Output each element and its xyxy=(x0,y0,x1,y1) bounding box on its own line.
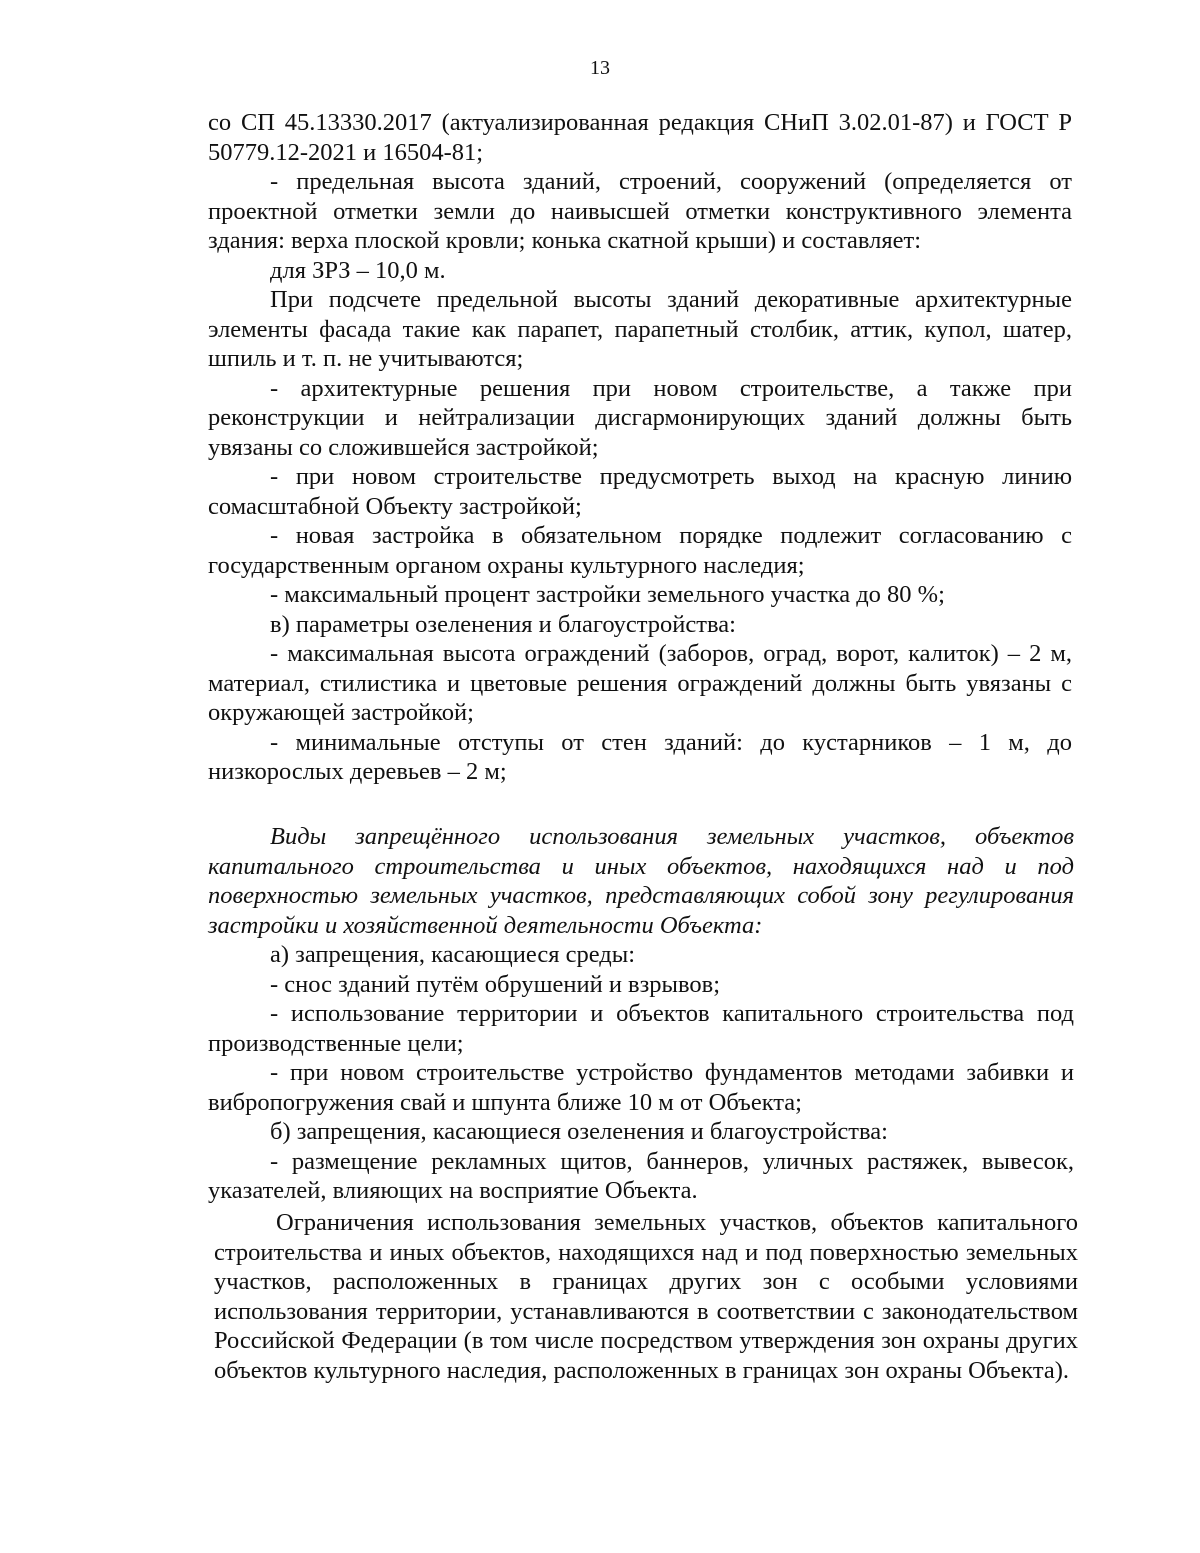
paragraph: - архитектурные решения при новом строительстве, а также при реконструкции и нейтрализации дисгармонирующих зданий должны быть увязаны со сложившейся застройкой; xyxy=(208,374,1072,461)
list-item: - снос зданий путём обрушений и взрывов; xyxy=(270,970,721,998)
paragraph: в) параметры озеленения и благоустройства: xyxy=(270,610,736,638)
paragraph: - минимальные отступы от стен зданий: до кустарников – 1 м, до низкорослых деревьев – 2 м; xyxy=(208,728,1072,785)
paragraph: - новая застройка в обязательном порядке подлежит согласованию с государственным органом охраны культурного наследия; xyxy=(208,522,1072,579)
paragraph: - максимальный процент застройки земельного участка до 80 %; xyxy=(270,581,945,608)
list-item: - при новом строительстве устройство фундаментов методами забивки и вибропогружения свай и шпунта ближе 10 м от Объекта; xyxy=(208,1059,1074,1116)
list-item: а) запрещения, касающиеся среды: xyxy=(270,941,635,968)
paragraph: - максимальная высота ограждений (заборов, оград, ворот, калиток) – 2 м, материал, стилистика и цветовые решения ограждений должны быть увязаны с окружающей застройкой; xyxy=(208,640,1072,726)
paragraph: - при новом строительстве предусмотреть выход на красную линию сомасштабной Объекту застройкой; xyxy=(208,463,1072,520)
list-item: - размещение рекламных щитов, баннеров, уличных растяжек, вывесок, указателей, влияющих на восприятие Объекта. xyxy=(208,1147,1074,1204)
list-item: - использование территории и объектов капитального строительства под производственные цели; xyxy=(208,1000,1074,1057)
section-parameters xyxy=(208,108,1072,787)
section-heading: Виды запрещённого использования земельных участков, объектов капитального строительства и иных объектов, находящихся над и под поверхностью земельных участков, представляющих собой зону регулирования застройки и хозяйственной деятельности Объекта: xyxy=(208,823,1074,939)
paragraph: - предельная высота зданий, строений, сооружений (определяется от проектной отметки земли до наивысшей отметки конструктивного элемента здания: верха плоской кровли; конька скатной крыши) и составляет: xyxy=(208,168,1072,254)
paragraph: для ЗРЗ – 10,0 м. xyxy=(270,256,446,284)
paragraph: При подсчете предельной высоты зданий декоративные архитектурные элементы фасада такие как парапет, парапетный столбик, аттик, купол, шатер, шпиль и т. п. не учитываются; xyxy=(208,286,1072,372)
section-restrictions xyxy=(214,1208,1078,1385)
page-number: 13 xyxy=(590,57,610,79)
paragraph: со СП 45.13330.2017 (актуализированная редакция СНиП 3.02.01-87) и ГОСТ Р 50779.12-2021 и 16504-81; xyxy=(208,109,1072,166)
paragraph: Ограничения использования земельных участков, объектов капитального строительства и иных объектов, находящихся над и под поверхностью земельных участков, расположенных в границах других зон с особыми условиями использования территории, устанавливаются в соответствии с законодательством Российской Федерации (в том числе посредством утверждения зон охраны других объектов культурного наследия, расположенных в границах зон охраны Объекта). xyxy=(214,1209,1078,1384)
list-item: б) запрещения, касающиеся озеленения и благоустройства: xyxy=(270,1118,888,1145)
section-prohibited-uses xyxy=(208,822,1074,1206)
